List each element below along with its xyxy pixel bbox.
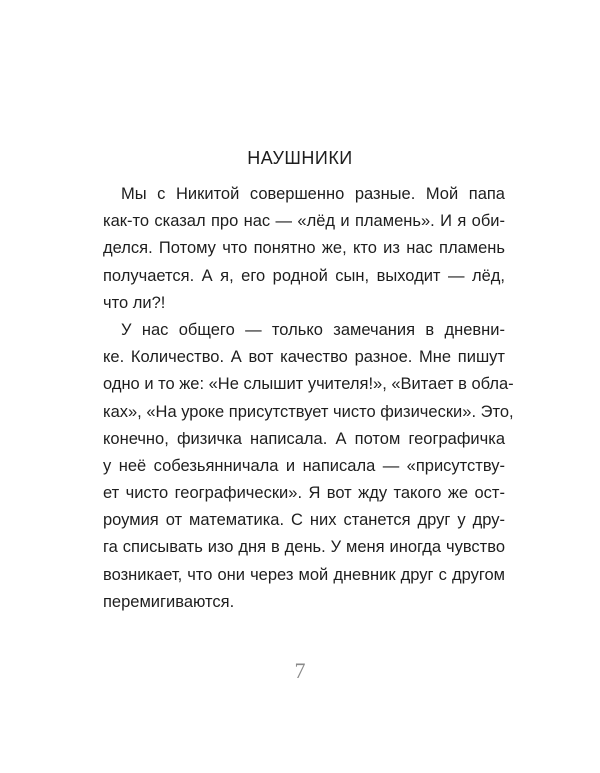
paragraph-2 (103, 317, 514, 616)
text-line: роумия от математика. С них станется друг у дру- (103, 511, 505, 530)
chapter-title: НАУШНИКИ (247, 148, 353, 168)
text-line: га списывать изо дня в день. У меня иногда чувство (103, 538, 505, 557)
text-line: ках», «На уроке присутствует чисто физически». Это, (103, 402, 514, 421)
text-line: что ли?! (103, 293, 166, 312)
text-line: У нас общего — только замечания в дневни- (121, 320, 505, 339)
text-line: у неё собезьянничала и написала — «присутству- (103, 456, 505, 475)
page-number: 7 (294, 658, 306, 683)
text-line: конечно, физичка написала. А потом географичка (103, 429, 505, 448)
text-line: перемигиваются. (103, 592, 235, 611)
text-line: делся. Потому что понятно же, кто из нас пламень (103, 239, 505, 258)
text-line: ет чисто географически». Я вот жду такого же ост- (103, 484, 505, 503)
paragraph-1 (103, 181, 505, 317)
text-line: Мы с Никитой совершенно разные. Мой папа (121, 185, 505, 203)
text-line: одно и то же: «Не слышит учителя!», «Витает в обла- (103, 375, 514, 394)
text-line: возникает, что они через мой дневник друг с другом (103, 565, 505, 584)
text-line: как-то сказал про нас — «лёд и пламень». И я оби- (103, 212, 505, 231)
chapter-body (103, 181, 514, 616)
text-line: получается. А я, его родной сын, выходит — лёд, (103, 266, 505, 285)
text-line: ке. Количество. А вот качество разное. Мне пишут (103, 348, 505, 367)
